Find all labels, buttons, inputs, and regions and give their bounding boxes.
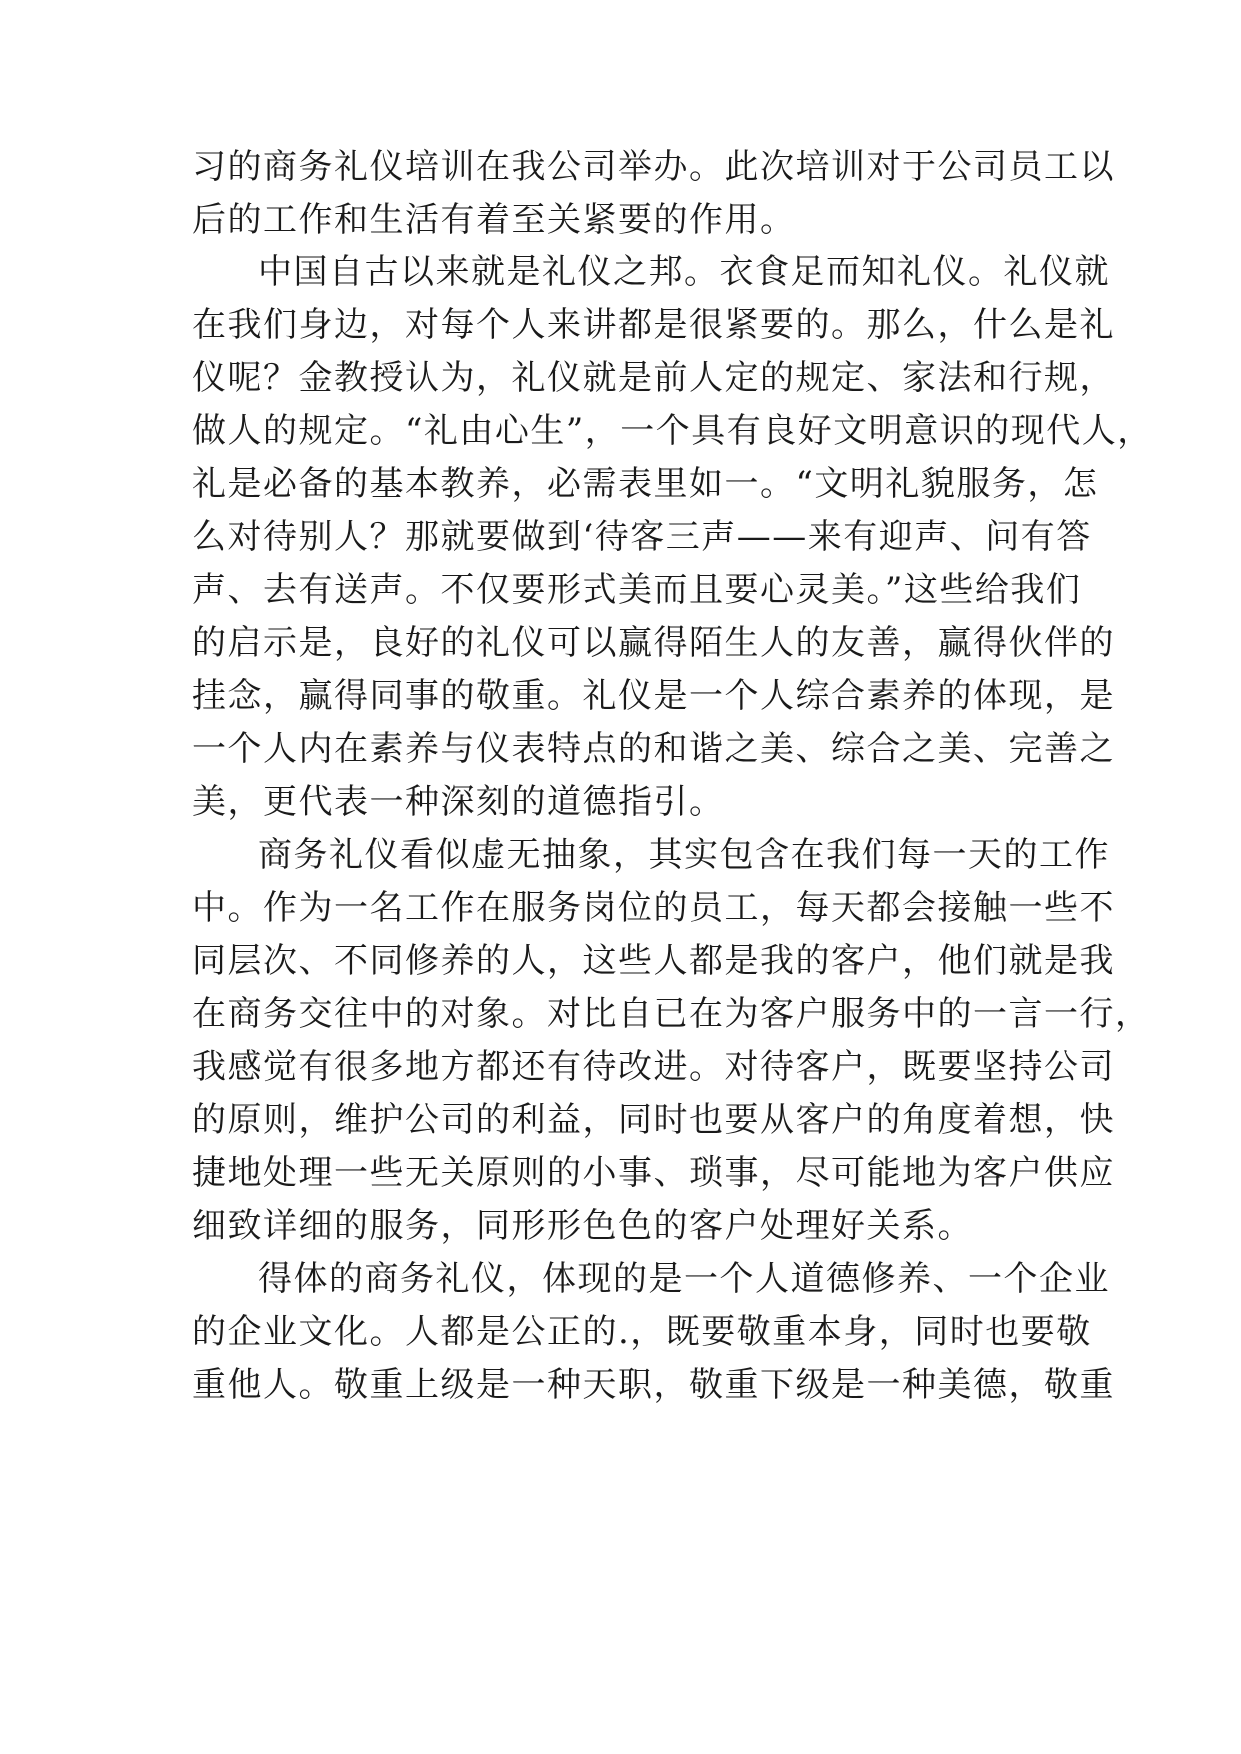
paragraph-start-line: 得体的商务礼仪，体现的是一个人道德修养、一个企业 (258, 1259, 1110, 1299)
text-line: 的启示是，良好的礼仪可以赢得陌生人的友善，赢得伙伴的 (192, 623, 1115, 663)
text-line: 在我们身边，对每个人来讲都是很紧要的。那么，什么是礼 (192, 305, 1115, 345)
text-line: 中。作为一名工作在服务岗位的员工，每天都会接触一些不 (192, 888, 1115, 928)
text-line: 声、去有送声。不仅要形式美而且要心灵美。”这些给我们 (192, 570, 1082, 610)
text-line: 我感觉有很多地方都还有待改进。对待客户，既要坚持公司 (192, 1047, 1115, 1087)
text-line: 么对待别人？那就要做到‘待客三声——来有迎声、问有答 (192, 517, 1092, 557)
text-line: 的企业文化。人都是公正的.，既要敬重本身，同时也要敬 (192, 1312, 1092, 1352)
text-line: 在商务交往中的对象。对比自已在为客户服务中的一言一行， (192, 994, 1151, 1034)
text-line: 仪呢？金教授认为，礼仪就是前人定的规定、家法和行规， (192, 358, 1115, 398)
text-line: 细致详细的服务，同形形色色的客户处理好关系。 (192, 1206, 973, 1246)
text-line: 做人的规定。“礼由心生”，一个具有良好文明意识的现代人， (192, 411, 1153, 451)
text-line: 重他人。敬重上级是一种天职，敬重下级是一种美德，敬重 (192, 1365, 1115, 1405)
text-line: 美，更代表一种深刻的道德指引。 (192, 782, 725, 822)
paragraph-start-line: 商务礼仪看似虚无抽象，其实包含在我们每一天的工作 (258, 835, 1110, 875)
text-line: 一个人内在素养与仪表特点的和谐之美、综合之美、完善之 (192, 729, 1115, 769)
text-line: 后的工作和生活有着至关紧要的作用。 (192, 200, 796, 240)
text-line: 同层次、不同修养的人，这些人都是我的客户，他们就是我 (192, 941, 1115, 981)
text-line: 的原则，维护公司的利益，同时也要从客户的角度着想，快 (192, 1100, 1115, 1140)
text-line: 捷地处理一些无关原则的小事、琐事，尽可能地为客户供应 (192, 1153, 1115, 1193)
text-line: 挂念，赢得同事的敬重。礼仪是一个人综合素养的体现，是 (192, 676, 1115, 716)
text-line: 礼是必备的基本教养，必需表里如一。“文明礼貌服务，怎 (192, 464, 1099, 504)
paragraph-start-line: 中国自古以来就是礼仪之邦。衣食足而知礼仪。礼仪就 (258, 252, 1110, 292)
text-line: 习的商务礼仪培训在我公司举办。此次培训对于公司员工以 (192, 147, 1115, 187)
